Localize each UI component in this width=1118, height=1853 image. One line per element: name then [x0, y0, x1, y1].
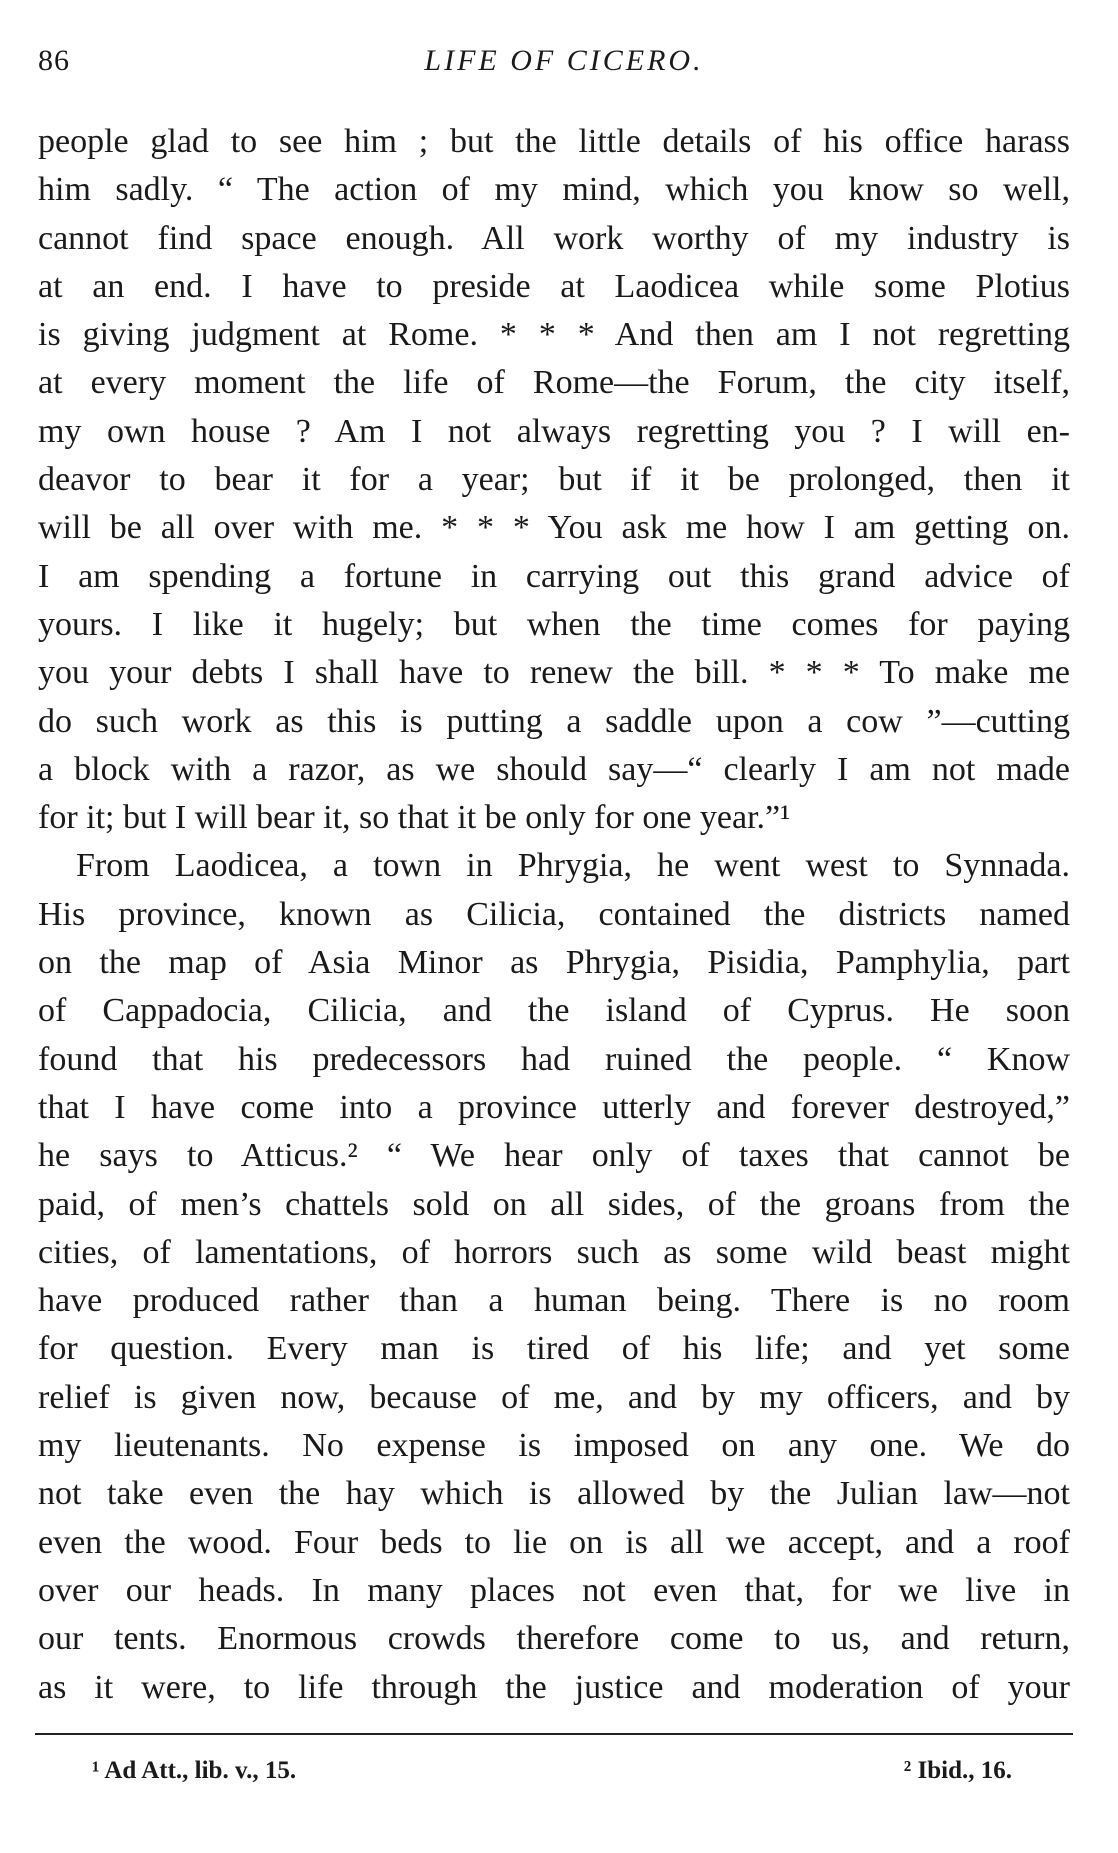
text-line: you your debts I shall have to renew the bill. * * * To make me [38, 654, 1070, 692]
text-line: of Cappadocia, Cilicia, and the island of Cyprus. He soon [38, 992, 1070, 1030]
text-line: paid, of men’s chattels sold on all sides, of the groans from the [38, 1185, 1070, 1223]
text-line: even the wood. Four beds to lie on is all we accept, and a roof [38, 1523, 1070, 1561]
text-line: people glad to see him ; but the little details of his office harass [38, 123, 1070, 160]
text-line: will be all over with me. * * * You ask me how I am getting on. [38, 509, 1070, 547]
text-line: as it were, to life through the justice and moderation of your [38, 1668, 1070, 1706]
page-header [38, 44, 1060, 84]
text-line: deavor to bear it for a year; but if it be prolonged, then it [38, 461, 1070, 499]
footnote-divider [35, 1733, 1073, 1735]
footnotes [92, 1757, 1012, 1797]
text-line: at every moment the life of Rome—the Forum, the city itself, [38, 364, 1070, 402]
text-line: relief is given now, because of me, and by my officers, and by [38, 1378, 1070, 1416]
running-title: LIFE OF CICERO. [424, 44, 704, 77]
text-line: that I have come into a province utterly and forever destroyed,” [38, 1088, 1070, 1126]
footnote-2: ² Ibid., 16. [903, 1757, 1012, 1784]
text-line: over our heads. In many places not even that, for we live in [38, 1571, 1070, 1609]
text-line: at an end. I have to preside at Laodicea while some Plotius [38, 267, 1070, 305]
text-line: for it; but I will bear it, so that it be only for one year.”¹ [38, 799, 791, 837]
text-line: yours. I like it hugely; but when the time comes for paying [38, 605, 1070, 643]
text-line: have produced rather than a human being. There is no room [38, 1282, 1070, 1320]
paragraph-start-line: From Laodicea, a town in Phrygia, he went west to Synnada. [76, 847, 1070, 885]
text-line: I am spending a fortune in carrying out this grand advice of [38, 557, 1070, 595]
text-line: he says to Atticus.² “ We hear only of taxes that cannot be [38, 1137, 1070, 1175]
text-line: a block with a razor, as we should say—“ clearly I am not made [38, 750, 1070, 788]
text-line: him sadly. “ The action of my mind, which you know so well, [38, 171, 1070, 209]
page-number: 86 [38, 44, 70, 77]
text-line: is giving judgment at Rome. * * * And then am I not regretting [38, 316, 1070, 354]
text-line: my own house ? Am I not always regretting you ? I will en- [38, 412, 1070, 450]
text-line: cities, of lamentations, of horrors such as some wild beast might [38, 1233, 1070, 1271]
text-line: do such work as this is putting a saddle upon a cow ”—cutting [38, 702, 1070, 740]
text-line: found that his predecessors had ruined the people. “ Know [38, 1040, 1070, 1078]
body-text [38, 118, 1070, 1712]
text-line: His province, known as Cilicia, contained the districts named [38, 895, 1070, 933]
text-line: my lieutenants. No expense is imposed on any one. We do [38, 1427, 1070, 1465]
text-line: our tents. Enormous crowds therefore come to us, and return, [38, 1620, 1070, 1658]
text-line: cannot find space enough. All work worthy of my industry is [38, 219, 1070, 257]
text-line: for question. Every man is tired of his life; and yet some [38, 1330, 1070, 1368]
footnote-1: ¹ Ad Att., lib. v., 15. [92, 1757, 297, 1784]
text-line: not take even the hay which is allowed by the Julian law—not [38, 1475, 1070, 1513]
text-line: on the map of Asia Minor as Phrygia, Pisidia, Pamphylia, part [38, 944, 1070, 982]
